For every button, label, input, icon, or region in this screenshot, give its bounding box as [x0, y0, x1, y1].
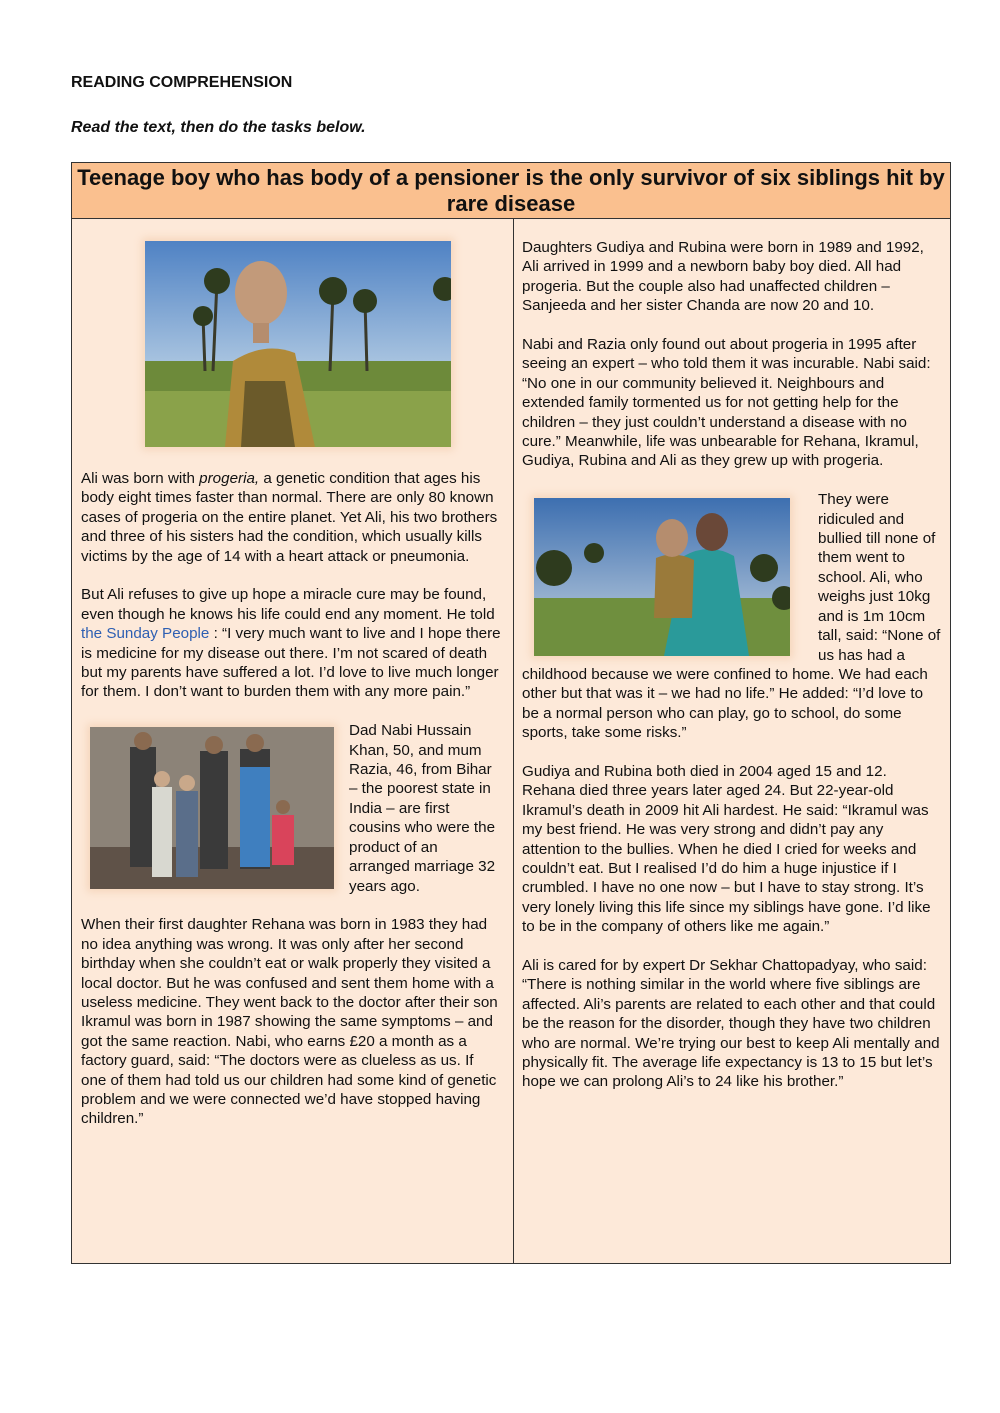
right-column [522, 238, 942, 1111]
right-paragraph-5: Ali is cared for by expert Dr Sekhar Chattopadyay, who said: “There is nothing similar in the world where five siblings are affected. Ali’s parents are related to each other and that could be the reason for the disorder, though they have two children who are normal. We’re trying our best to keep Ali mentally and physically fit. The average life expectancy is 13 to 15 but let’s hope we can prolong Ali’s to 24 like his brother.” [522, 956, 940, 1091]
article-box [71, 162, 951, 1264]
sunday-people-link[interactable]: the Sunday People [81, 625, 210, 643]
article-headline: Teenage boy who has body of a pensioner is the only survivor of six siblings hit by rare disease [72, 163, 950, 219]
right-paragraph-1: Daughters Gudiya and Rubina were born in 1989 and 1992, Ali arrived in 1999 and a newborn baby boy died. All had progeria. But the couple also had unaffected children – Sanjeeda and her sister Chanda are now 20 and 10. [522, 239, 924, 315]
column-divider [513, 219, 514, 1264]
right-paragraph-2: Nabi and Razia only found out about progeria in 1995 after seeing an expert – who told them it was incurable. Nabi said: “No one in our community believed it. Neighbours and extended family tormented us for not getting help for the children – they just couldn’t understand a disease with no cure.” Meanwhile, life was unbearable for Rehana, Ikramul, Gudiya, Rubina and Ali as they grew up with progeria. [522, 336, 931, 470]
photo-mother-and-ali-image [534, 498, 790, 656]
left-paragraph-2: But Ali refuses to give up hope a miracle cure may be found, even though he knows his life could end any moment. He told the Sunday People : “I very much want to live and I hope there is medicine for my disease out there. I’m not scared of death but my parents have suffered a lot. I’d love to live much longer for them. I don’t want to burden them with any more pain.” [81, 586, 501, 701]
photo-ali-portrait-image [145, 241, 451, 447]
photo-family-group [90, 727, 334, 889]
instruction-text: Read the text, then do the tasks below. [71, 119, 366, 136]
photo-ali-portrait [145, 241, 451, 447]
photo-family-group-image [90, 727, 334, 889]
right-paragraph-3: They were ridiculed and bullied till none of them went to school. Ali, who weighs just 10kg and is 1m 10cm tall, said: “None of us has had a childhood because we were confined to home. We had each other but that was it – we had no life.” He added: “I’d love to be a normal person who can play, go to school, do some sports, take some risks.” [522, 491, 941, 742]
left-paragraph-4: When their first daughter Rehana was born in 1983 they had no idea anything was wrong. It was only after her second birthday when she couldn’t eat or walk properly they visited a local doctor. But he was confused and sent them home with a useless medicine. They went back to the doctor after their son Ikramul was born in 1987 showing the same symptoms – and got the same reaction. Nabi, who earns £20 a month as a factory guard, said: “The doctors were as clueless as us. If one of them had told us our children had some kind of genetic problem and we were connected we’d have stopped having children.” [81, 916, 498, 1128]
right-paragraph-4: Gudiya and Rubina both died in 2004 aged 15 and 12. Rehana died three years later aged 24. But 22-year-old Ikramul’s death in 2009 hit Ali hardest. He said: “Ikramul was my best friend. He was very strong and didn’t pay any attention to the bullies. When he died I cried for weeks and couldn’t eat. But I realised I’d do him a huge injustice if I crumbled. I have no one now – but I have to stay strong. It’s very lonely living this life since my siblings have gone. I’d like to be in the company of others like me again.” [522, 762, 931, 936]
photo-mother-and-ali [534, 498, 790, 656]
left-column [81, 469, 501, 1148]
left-paragraph-3: Dad Nabi Hussain Khan, 50, and mum Razia, 46, from Bihar – the poorest state in India – are first cousins who were the product of an arranged marriage 32 years ago. [349, 722, 496, 895]
left-paragraph-1: Ali was born with progeria, a genetic condition that ages his body eight times faster than normal. There are only 80 known cases of progeria on the entire planet. Yet Ali, his two brothers and three of his sisters had the condition, which usually kills victims by the age of 14 with a heart attack or pneumonia. [81, 470, 498, 565]
worksheet-heading: READING COMPREHENSION [71, 74, 293, 91]
